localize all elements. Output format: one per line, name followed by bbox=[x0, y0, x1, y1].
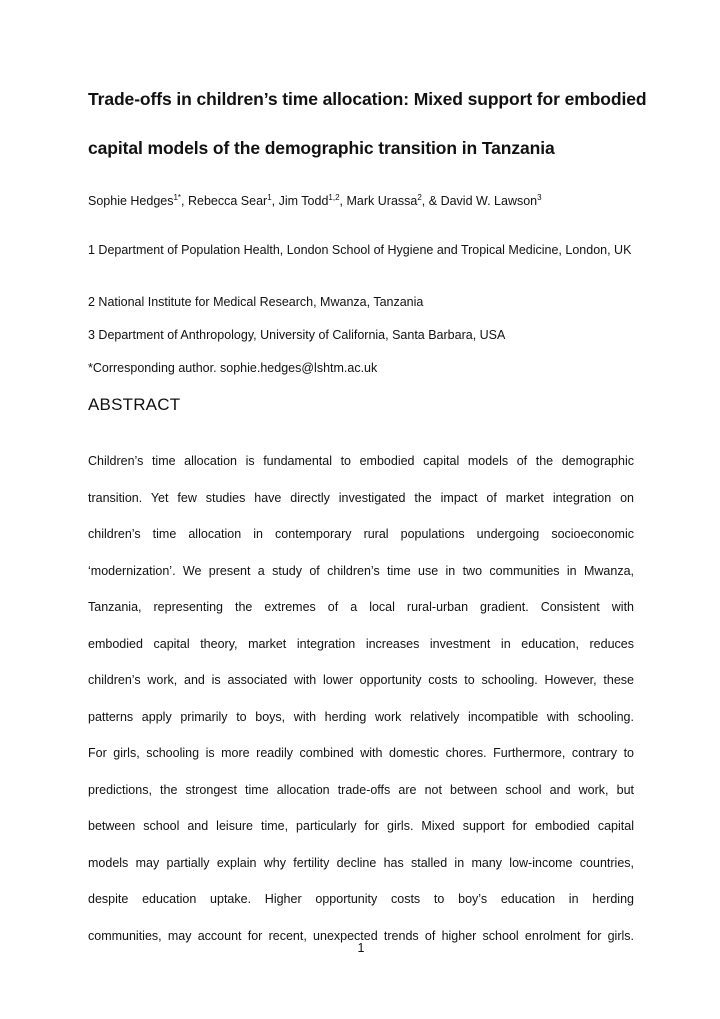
abstract-line: children’s time allocation in contemporary rural populations undergoing socioeconomic bbox=[88, 527, 634, 541]
title-line-2: capital models of the demographic transition in Tanzania bbox=[88, 138, 555, 158]
author-4: Mark Urassa$^2$, & bbox=[346, 193, 441, 208]
abstract-line: predictions, the strongest time allocation trade-offs are not between school and work, but bbox=[88, 782, 634, 797]
abstract-line: Children’s time allocation is fundamental to embodied capital models of the demographic bbox=[88, 454, 634, 468]
author-5: David W. Lawson$^3$ bbox=[440, 193, 542, 208]
affiliation-2: 2 National Institute for Medical Research, Mwanza, Tanzania bbox=[88, 295, 424, 309]
affiliation-1: 1 Department of Population Health, London School of Hygiene and Tropical Medicine, London, UK bbox=[88, 243, 632, 257]
abstract-line: between school and leisure time, particularly for girls. Mixed support for embodied capital bbox=[88, 819, 634, 833]
abstract-heading: ABSTRACT bbox=[88, 395, 181, 414]
author-2: Rebecca Sear$^1$, bbox=[188, 193, 279, 208]
abstract-line: For girls, schooling is more readily combined with domestic chores. Furthermore, contrary to bbox=[88, 746, 634, 760]
abstract-line: despite education uptake. Higher opportunity costs to boy’s education in herding bbox=[88, 892, 634, 906]
abstract-line: transition. Yet few studies have directly investigated the impact of market integration on bbox=[88, 490, 634, 505]
abstract-line: children’s work, and is associated with lower opportunity costs to schooling. However, these bbox=[88, 673, 634, 687]
abstract-body bbox=[88, 448, 634, 959]
author-1: Sophie Hedges$^{1*}$, bbox=[88, 193, 188, 208]
author-3: Jim Todd$^{1,2}$, bbox=[278, 193, 347, 208]
abstract-line: Tanzania, representing the extremes of a local rural-urban gradient. Consistent with bbox=[88, 600, 634, 614]
corresponding-author: *Corresponding author. sophie.hedges@lshtm.ac.uk bbox=[88, 361, 378, 375]
abstract-line: patterns apply primarily to boys, with herding work relatively incompatible with schooling. bbox=[88, 709, 634, 724]
author-list bbox=[88, 194, 542, 208]
abstract-line: embodied capital theory, market integration increases investment in education, reduces bbox=[88, 636, 634, 651]
abstract-line: ‘modernization’. We present a study of children’s time use in two communities in Mwanza, bbox=[88, 563, 634, 578]
abstract-line: communities, may account for recent, unexpected trends of higher school enrolment for girls. bbox=[88, 928, 634, 943]
page-number: 1 bbox=[357, 941, 365, 955]
title-line-1: Trade-offs in children’s time allocation: Mixed support for embodied bbox=[88, 89, 647, 109]
abstract-line: models may partially explain why fertility decline has stalled in many low-income countries, bbox=[88, 855, 634, 870]
affiliation-3: 3 Department of Anthropology, University of California, Santa Barbara, USA bbox=[88, 328, 506, 342]
